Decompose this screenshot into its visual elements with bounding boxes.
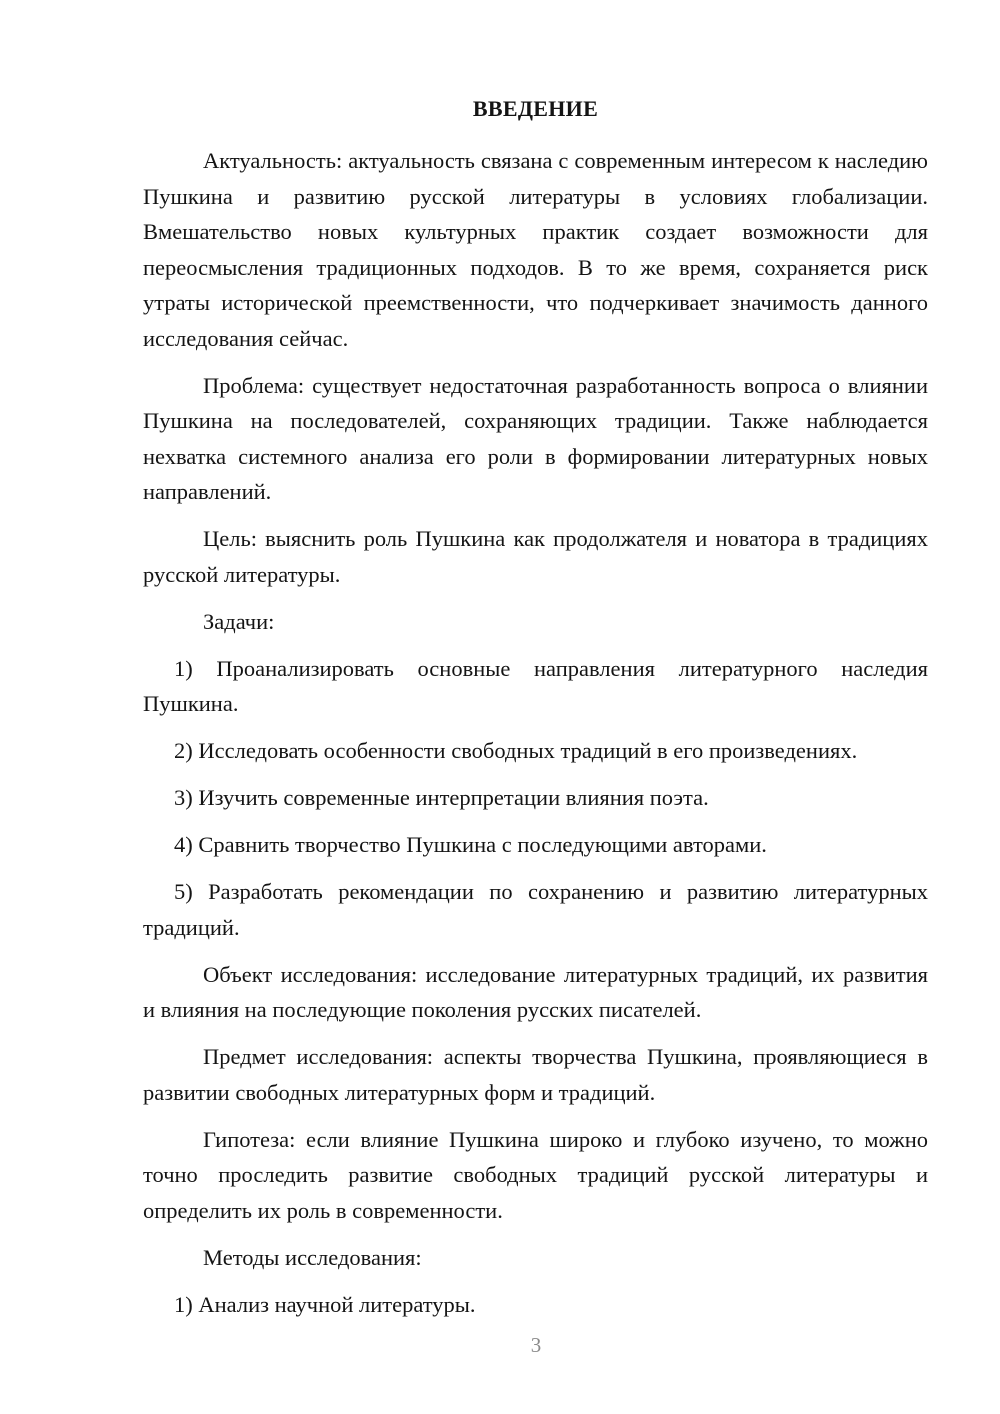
methods-heading: Методы исследования: bbox=[203, 1244, 422, 1270]
problem-paragraph: Проблема: существует недостаточная разработанность вопроса о влиянии Пушкина на последователей, сохраняющих традиции. Также наблюдается нехватка системного анализа его роли в формировании литературных новых направлений. bbox=[143, 372, 928, 504]
task-item: 4) Сравнить творчество Пушкина с последующими авторами. bbox=[174, 832, 767, 857]
tasks-heading: Задачи: bbox=[203, 608, 275, 634]
hypothesis-paragraph: Гипотеза: если влияние Пушкина широко и глубоко изучено, то можно точно проследить развитие свободных традиций русской литературы и определить их роль в современности. bbox=[143, 1126, 928, 1223]
subject-paragraph: Предмет исследования: аспекты творчества Пушкина, проявляющиеся в развитии свободных литературных форм и традиций. bbox=[143, 1044, 928, 1105]
page-title: ВВЕДЕНИЕ bbox=[472, 96, 599, 121]
task-item: 2) Исследовать особенности свободных традиций в его произведениях. bbox=[174, 738, 858, 763]
object-paragraph: Объект исследования: исследование литературных традиций, их развития и влияния на последующие поколения русских писателей. bbox=[143, 961, 928, 1022]
task-item: 1) Проанализировать основные направления литературного наследия Пушкина. bbox=[143, 655, 928, 716]
goal-paragraph: Цель: выяснить роль Пушкина как продолжателя и новатора в традициях русской литературы. bbox=[143, 526, 928, 587]
task-item: 5) Разработать рекомендации по сохранению и развитию литературных традиций. bbox=[143, 879, 928, 940]
page-number: 3 bbox=[530, 1333, 542, 1357]
relevance-paragraph: Актуальность: актуальность связана с современным интересом к наследию Пушкина и развитию русской литературы в условиях глобализации. Вмешательство новых культурных практик создает возможности для переосмысления традиционных подходов. В то же время, сохраняется риск утраты исторической преемственности, что подчеркивает значимость данного исследования сейчас. bbox=[143, 148, 928, 351]
task-item: 3) Изучить современные интерпретации влияния поэта. bbox=[174, 785, 709, 810]
document-body bbox=[143, 143, 928, 1334]
method-item: 1) Анализ научной литературы. bbox=[174, 1291, 476, 1317]
